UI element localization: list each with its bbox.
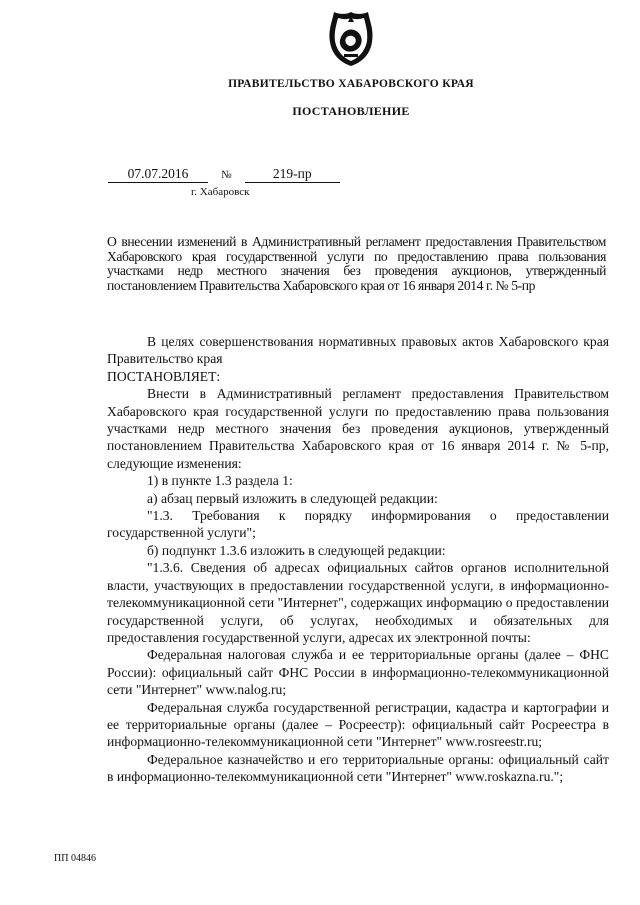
document-type-title: ПОСТАНОВЛЕНИЕ — [292, 104, 410, 118]
document-city: г. Хабаровск — [191, 186, 250, 198]
body-paragraph: "1.3. Требования к порядку информирования о предоставлении государственной услуги"; — [107, 508, 609, 541]
body-paragraph: Федеральное казначейство и его территориальные органы: официальный сайт в информационно-телекоммуникационной сети "Интернет" www.roskazna.ru."; — [107, 751, 609, 785]
coat-of-arms-icon — [326, 10, 376, 68]
date-number-line — [108, 166, 340, 183]
body-paragraph: б) подпункт 1.3.6 изложить в следующей редакции: — [147, 542, 446, 558]
resolves-heading: ПОСТАНОВЛЯЕТ: — [107, 368, 221, 384]
body-paragraph: Федеральная налоговая служба и ее территориальные органы (далее – ФНС России): официальный сайт ФНС России в информационно-телекоммуникационной сети "Интернет" www.nalog.ru; — [107, 647, 609, 698]
body-paragraph: а) абзац первый изложить в следующей редакции: — [147, 490, 438, 506]
organization-title: ПРАВИТЕЛЬСТВО ХАБАРОВСКОГО КРАЯ — [228, 78, 474, 90]
preamble-paragraph: В целях совершенствования нормативных правовых актов Хабаровского края Правительство края — [107, 334, 609, 367]
document-date: 07.07.2016 — [108, 166, 208, 183]
body-paragraph: Федеральная служба государственной регистрации, кадастра и картографии и ее территориальные органы (далее – Росреестр): официальный сайт Росреестра в информационно-телекоммуникационной сети "Интернет" www.rosreestr.ru; — [107, 699, 609, 750]
number-sign: № — [221, 169, 232, 181]
body-paragraph: Внести в Административный регламент предоставления Правительством Хабаровского края государственной услуги по предоставлению права пользования участками недр местного значения без проведения аукционов, утвержденный постановлением Правительства Хабаровского края от 16 января 2014 г. № 5-пр, следующие изменения: — [107, 386, 609, 471]
document-subject: О внесении изменений в Административный регламент предоставления Правительством Хабаровского края государственной услуги по предоставлению права пользования участками недр местного значения без проведения аукционов, утвержденный постановлением Правительства Хабаровского края от 16 января 2014 г. № 5-пр — [107, 234, 606, 293]
document-number: 219-пр — [245, 166, 340, 183]
body-paragraph: "1.3.6. Сведения об адресах официальных сайтов органов исполнительной власти, участвующих в предоставлении государственной услуги, в информационно-телекоммуникационной сети "Интернет", содержащих информацию о предоставлении государственной услуги, об услугах, необходимых и обязательных для предоставления государственной услуги, адресах их электронной почты: — [107, 560, 609, 645]
footer-code: ПП 04846 — [54, 853, 96, 864]
body-paragraph: 1) в пункте 1.3 раздела 1: — [147, 473, 293, 489]
document-body — [107, 333, 609, 786]
